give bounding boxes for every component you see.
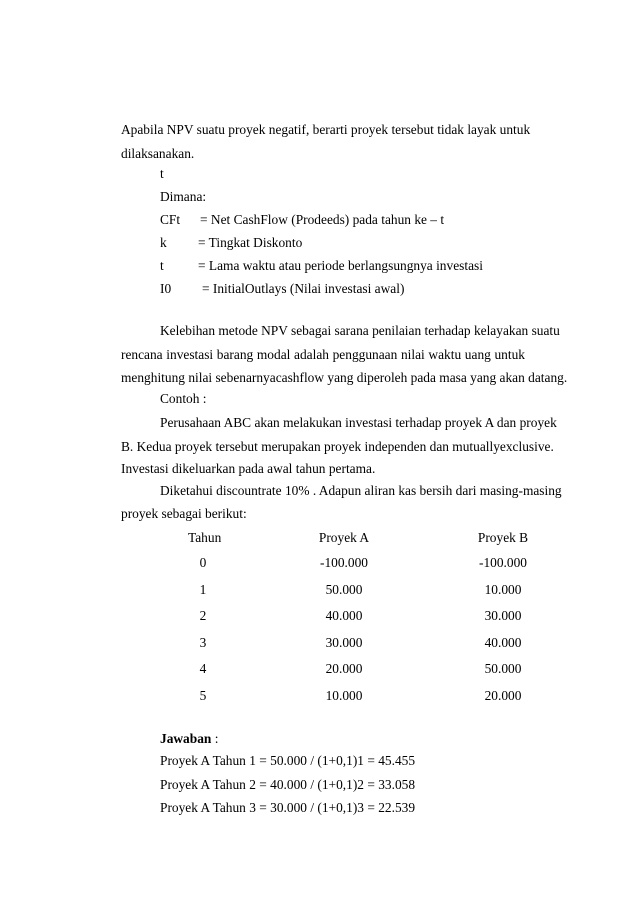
table-cell: 20.000	[484, 688, 522, 703]
jawaban-label: Jawaban	[160, 731, 212, 746]
table-cell: 40.000	[325, 608, 363, 623]
table-cell: 5	[199, 688, 207, 703]
table-cell: 2	[199, 608, 207, 623]
definition-symbol: t	[160, 258, 164, 273]
paragraph-3-line-2: B. Kedua proyek tersebut merupakan proyek independen dan mutuallyexclusive.	[121, 439, 554, 454]
jawaban-colon: :	[211, 731, 219, 746]
table-header-proyek-b: Proyek B	[477, 530, 529, 545]
table-header-tahun: Tahun	[188, 530, 222, 545]
paragraph-4-line-2: proyek sebagai berikut:	[121, 506, 247, 521]
table-cell: 10.000	[325, 688, 363, 703]
paragraph-1-line-2: dilaksanakan.	[121, 146, 195, 161]
jawaban-heading	[160, 731, 218, 747]
table-cell: 30.000	[484, 608, 522, 623]
definition-symbol: k	[160, 235, 167, 250]
definition-desc: = InitialOutlays (Nilai investasi awal)	[202, 281, 405, 296]
table-cell: -100.000	[320, 555, 368, 570]
table-cell: 1	[199, 582, 207, 597]
table-cell: 30.000	[325, 635, 363, 650]
definition-desc: = Lama waktu atau periode berlangsungnya investasi	[198, 258, 483, 273]
paragraph-2-line-2: rencana investasi barang modal adalah penggunaan nilai waktu uang untuk	[121, 347, 525, 362]
definition-symbol: CFt	[160, 212, 181, 227]
table-cell: 50.000	[325, 582, 363, 597]
paragraph-4-line-1: Diketahui discountrate 10% . Adapun aliran kas bersih dari masing-masing	[160, 483, 562, 498]
answer-line: Proyek A Tahun 1 = 50.000 / (1+0,1)1 = 45.455	[160, 753, 416, 768]
table-cell: 4	[199, 661, 207, 676]
answer-line: Proyek A Tahun 2 = 40.000 / (1+0,1)2 = 33.058	[160, 777, 416, 792]
table-cell: 50.000	[484, 661, 522, 676]
paragraph-1-line-1: Apabila NPV suatu proyek negatif, berarti proyek tersebut tidak layak untuk	[121, 122, 531, 137]
t-line: t	[160, 166, 164, 181]
contoh-label: Contoh :	[160, 391, 207, 406]
paragraph-2-line-1: Kelebihan metode NPV sebagai sarana penilaian terhadap kelayakan suatu	[160, 323, 560, 338]
table-cell: 0	[199, 555, 207, 570]
answer-line: Proyek A Tahun 3 = 30.000 / (1+0,1)3 = 22.539	[160, 800, 416, 815]
table-cell: -100.000	[479, 555, 527, 570]
table-cell: 10.000	[484, 582, 522, 597]
table-cell: 3	[199, 635, 207, 650]
paragraph-3-line-3: Investasi dikeluarkan pada awal tahun pertama.	[121, 461, 376, 476]
table-cell: 20.000	[325, 661, 363, 676]
paragraph-3-line-1: Perusahaan ABC akan melakukan investasi terhadap proyek A dan proyek	[160, 415, 557, 430]
table-cell: 40.000	[484, 635, 522, 650]
paragraph-2-line-3: menghitung nilai sebenarnyacashflow yang diperoleh pada masa yang akan datang.	[121, 370, 568, 385]
table-header-proyek-a: Proyek A	[318, 530, 370, 545]
definition-symbol: I0	[160, 281, 172, 296]
definition-desc: = Net CashFlow (Prodeeds) pada tahun ke – t	[200, 212, 445, 227]
definition-desc: = Tingkat Diskonto	[198, 235, 303, 250]
dimana-label: Dimana:	[160, 189, 207, 204]
